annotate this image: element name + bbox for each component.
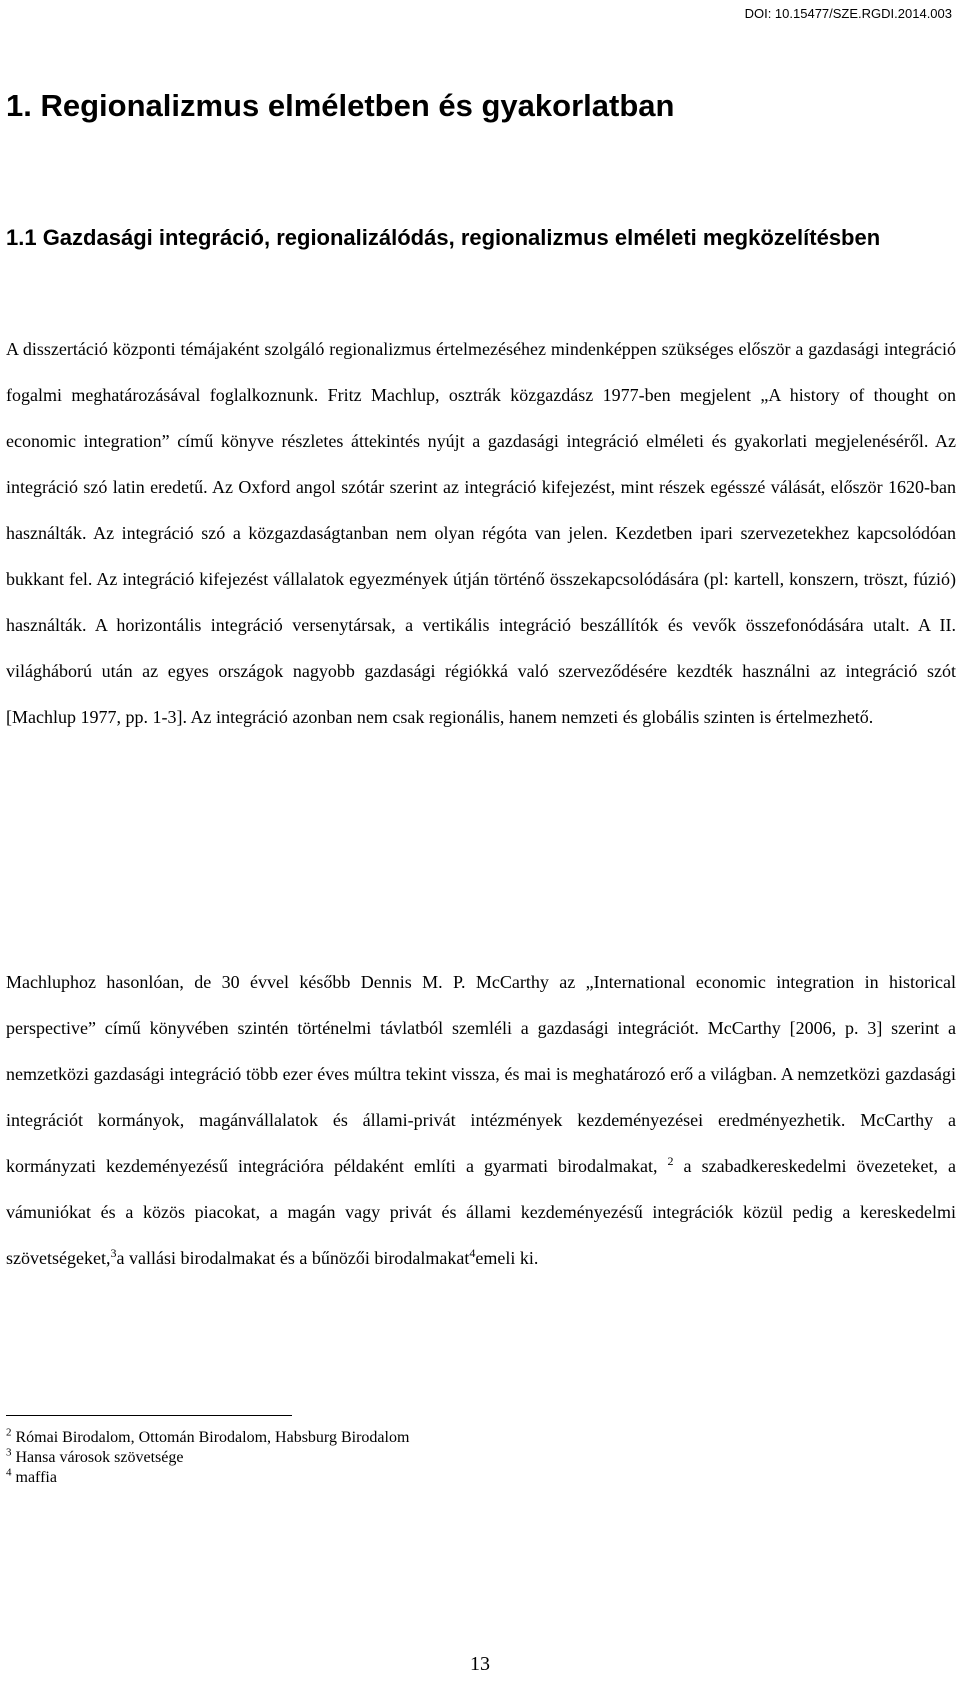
footnote-separator	[6, 1415, 292, 1416]
footnote-ref-4[interactable]: 4	[469, 1246, 476, 1260]
footnote-ref-3[interactable]: 3	[110, 1246, 117, 1260]
paragraph-2-text-3: a vallási birodalmakat és a bűnözői birodalmakat	[116, 1248, 470, 1268]
footnote-number: 3	[6, 1446, 12, 1459]
chapter-title: 1. Regionalizmus elméletben és gyakorlatban	[6, 88, 675, 123]
paragraph-2-text-2: a szabadkereskedelmi övezeteket, a vámuniókat és a közös piacokat, a magán vagy privát és állami kezdeményezésű integrációk közül pedig a kereskedelmi szövetségeket,	[6, 1156, 957, 1268]
footnotes	[6, 1428, 409, 1488]
page-number: 13	[470, 1653, 490, 1675]
paragraph-2-text-4: emeli ki.	[475, 1248, 539, 1268]
paragraph-2-text-1: Machluphoz hasonlóan, de 30 évvel később Dennis M. P. McCarthy az „International economic integration in historical perspective” című könyvében szintén történelmi távlatból szemléli a gazdasági integrációt. McCarthy [2006, p. 3] szerint a nemzetközi gazdasági integráció több ezer éves múltra tekint vissza, és mai is meghatározó erő a világban. A nemzetközi gazdasági integrációt kormányok, magánvállalatok és állami-privát intézmények kezdeményezései eredményezhetik. McCarthy a kormányzati kezdeményezésű integrációra példaként említi a gyarmati birodalmakat,	[6, 972, 956, 1176]
footnote-number: 4	[6, 1466, 12, 1479]
footnote-text: Hansa városok szövetsége	[15, 1449, 184, 1466]
footnote-ref-2[interactable]: 2	[667, 1154, 674, 1168]
footnote-3	[6, 1448, 409, 1468]
footnote-number: 2	[6, 1426, 12, 1439]
footnote-text: maffia	[15, 1469, 57, 1486]
section-title: 1.1 Gazdasági integráció, regionalizálódás, regionalizmus elméleti megközelítésben	[6, 225, 881, 250]
footnote-4	[6, 1468, 409, 1488]
body-paragraph-1: A disszertáció központi témájaként szolgáló regionalizmus értelmezéséhez mindenképpen szükséges először a gazdasági integráció fogalmi meghatározásával foglalkoznunk. Fritz Machlup, osztrák közgazdász 1977-ben megjelent „A history of thought on economic integration” című könyve részletes áttekintés nyújt a gazdasági integráció elméleti és gyakorlati megjelenéséről. Az integráció szó latin eredetű. Az Oxford angol szótár szerint az integráció kifejezést, mint részek egésszé válását, először 1620-ban használták. Az integráció szó a közgazdaságtanban nem olyan régóta van jelen. Kezdetben ipari szervezetekhez kapcsolódóan bukkant fel. Az integráció kifejezést vállalatok egyezmények útján történő összekapcsolódására (pl: kartell, konszern, tröszt, fúzió) használták. A horizontális integráció versenytársak, a vertikális integráció beszállítók és vevők összefonódására utalt. A II. világháború után az egyes országok nagyobb gazdasági régiókká való szerveződésére kezdték használni az integráció szót [Machlup 1977, pp. 1-3]. Az integráció azonban nem csak regionális, hanem nemzeti és globális szinten is értelmezhető.	[6, 339, 956, 727]
body-paragraph-2	[6, 959, 956, 1281]
doi-header: DOI: 10.15477/SZE.RGDI.2014.003	[744, 6, 952, 21]
footnote-text: Római Birodalom, Ottomán Birodalom, Habsburg Birodalom	[15, 1429, 410, 1446]
footnote-2	[6, 1428, 409, 1448]
